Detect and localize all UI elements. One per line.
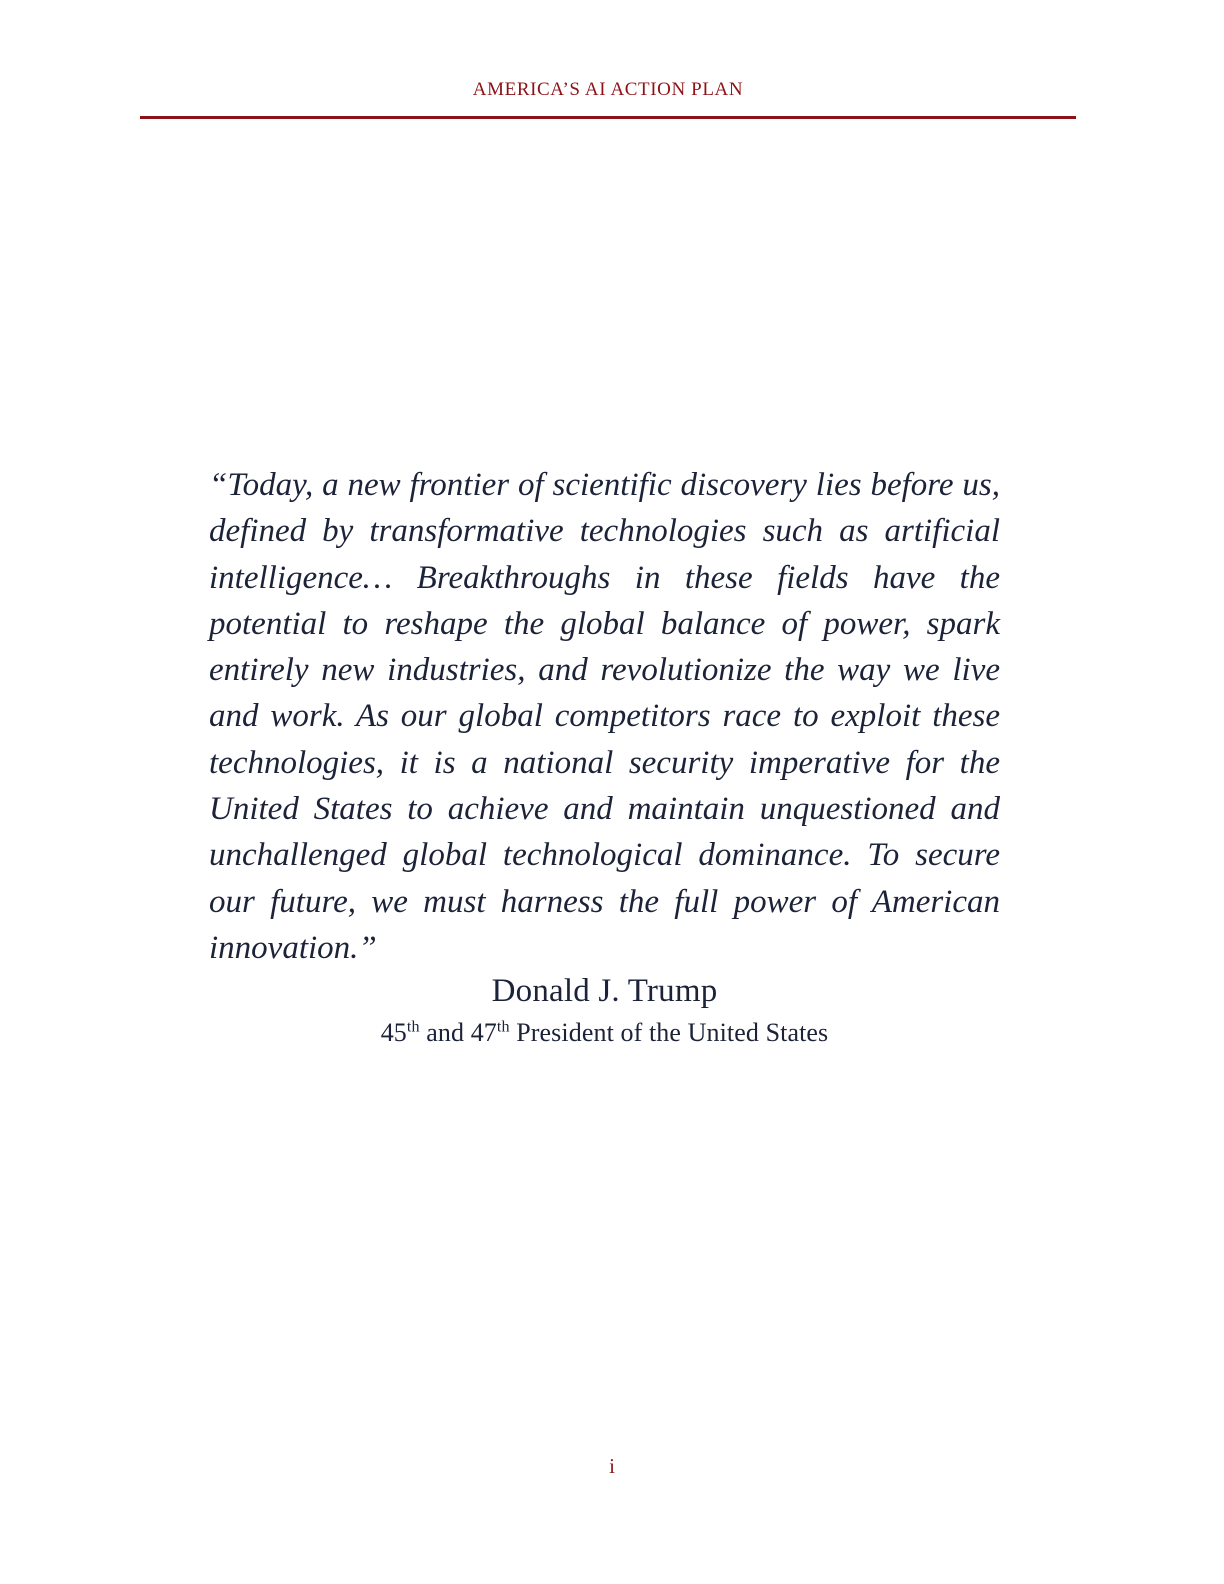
first-ordinal-suffix: th [406,1018,420,1036]
running-header-title: AMERICA’S AI ACTION PLAN [472,79,744,100]
role-conjunction: and [419,1017,471,1047]
epigraph-quote-text: “Today, a new frontier of scientific discovery lies before us, defined by transformative technologies such as artificial intelligence… Breakthroughs in these fields have the potential to reshape the global balance of power, spark entirely new industries, and revolutionize the way we live and work. As our global competitors race to exploit these technologies, it is a national security imperative for the United States to achieve and maintain unquestioned and unchallenged global technological dominance. To secure our future, we must harness the full power of American innovation.” [209,467,1000,966]
attribution-author-role [209,1017,1000,1048]
running-header [140,80,1076,101]
page-number: i [609,1454,615,1478]
second-ordinal-suffix: th [496,1018,510,1036]
header-rule-divider [140,116,1076,119]
attribution-author-name: Donald J. Trump [491,973,718,1009]
role-title-text: President of the United States [509,1017,829,1047]
epigraph-attribution [209,972,1000,1048]
second-ordinal-number: 47 [470,1017,497,1047]
first-ordinal-number: 45 [380,1017,407,1047]
page-footer [0,1456,1224,1477]
epigraph-block [209,462,1000,971]
